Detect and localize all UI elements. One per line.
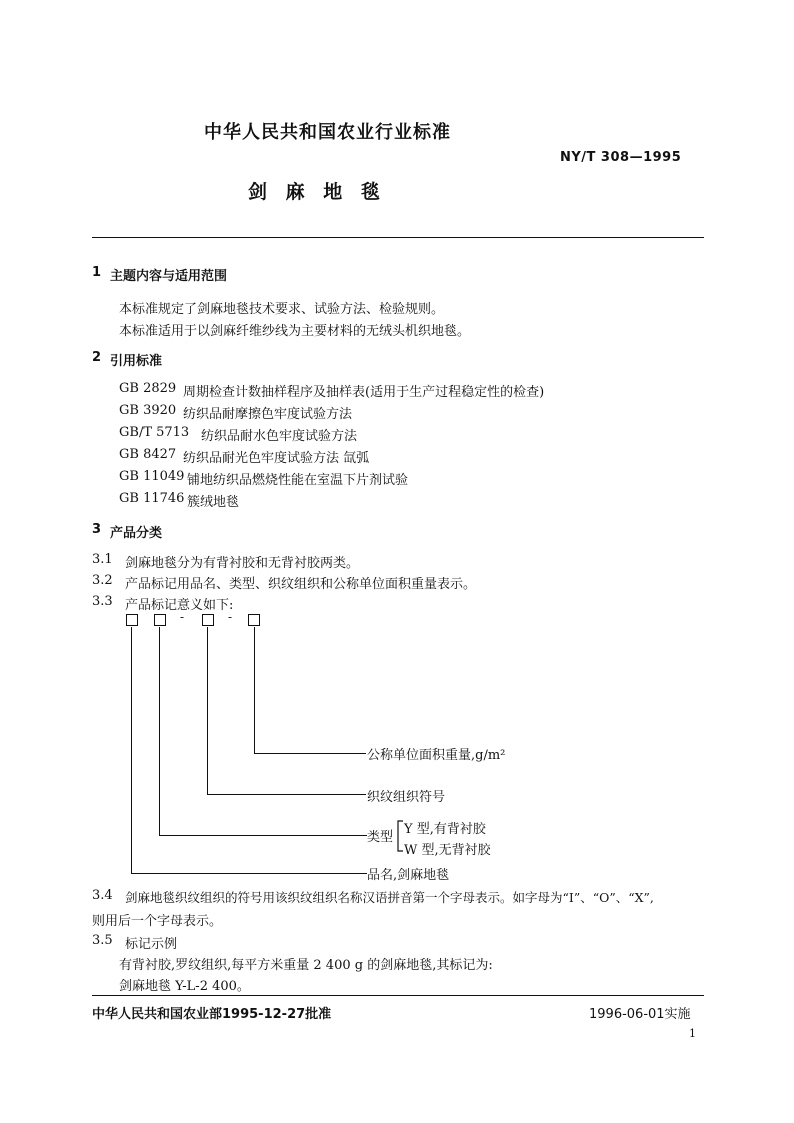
- section-1-title: 主题内容与适用范围: [110, 269, 228, 284]
- page-number: 1: [689, 1027, 696, 1040]
- ref-title: 周期检查计数抽样程序及抽样表(适用于生产过程稳定性的检查): [183, 385, 545, 400]
- approval-text: 中华人民共和国农业部1995-12-27批准: [92, 1007, 332, 1022]
- section-3-number: 3: [92, 522, 102, 537]
- ref-title: 铺地纺织品燃烧性能在室温下片剂试验: [187, 473, 409, 488]
- connector-line: [254, 753, 366, 754]
- clause-title: 标记示例: [125, 937, 178, 952]
- ref-code: GB/T 5713: [119, 425, 190, 440]
- document-title: 剑 麻 地 毯: [248, 181, 386, 203]
- ref-title: 纺织品耐水色牢度试验方法: [201, 429, 358, 444]
- label-type: 类型: [367, 830, 394, 845]
- ref-title: 簇绒地毯: [187, 495, 240, 510]
- issuer-title: 中华人民共和国农业行业标准: [204, 122, 451, 143]
- box-weight: [248, 614, 260, 626]
- type-y-label: Y 型,有背衬胶: [404, 822, 486, 837]
- clause-text: 产品标记用品名、类型、织纹组织和公称单位面积重量表示。: [125, 577, 477, 592]
- footer-rule: [92, 995, 704, 996]
- connector-line: [207, 794, 366, 795]
- type-w-label: W 型,无背衬胶: [404, 843, 491, 858]
- clause-number: 3.5: [92, 933, 113, 948]
- section-1-para: 本标准规定了剑麻地毯技术要求、试验方法、检验规则。: [119, 302, 445, 317]
- example-text: 有背衬胶,罗纹组织,每平方米重量 2 400 g 的剑麻地毯,其标记为:: [119, 958, 493, 973]
- connector-line: [159, 835, 367, 836]
- clause-number: 3.2: [92, 573, 113, 588]
- clause-continuation: 则用后一个字母表示。: [92, 914, 223, 929]
- clause-number: 3.3: [92, 594, 113, 609]
- clause-text: 剑麻地毯分为有背衬胶和无背衬胶两类。: [125, 556, 360, 571]
- type-bracket: [396, 820, 404, 852]
- connector-line: [254, 627, 255, 753]
- section-2-title: 引用标准: [110, 354, 163, 369]
- label-nominal-weight: 公称单位面积重量,g/m²: [367, 748, 506, 763]
- connector-line: [207, 627, 208, 794]
- clause-text: 产品标记意义如下:: [125, 598, 234, 613]
- section-1-number: 1: [92, 265, 102, 280]
- ref-code: GB 11746: [119, 491, 185, 506]
- connector-line: [159, 627, 160, 835]
- label-product-name: 品名,剑麻地毯: [367, 868, 450, 883]
- ref-code: GB 11049: [119, 469, 185, 484]
- section-2-number: 2: [92, 350, 102, 365]
- separator-dash: -: [228, 610, 233, 624]
- ref-code: GB 8427: [119, 447, 177, 462]
- clause-number: 3.4: [92, 888, 113, 903]
- connector-line: [131, 627, 132, 873]
- ref-title: 纺织品耐光色牢度试验方法 氙弧: [183, 451, 370, 466]
- clause-text: 剑麻地毯织纹组织的符号用该织纹组织名称汉语拼音第一个字母表示。如字母为“I”、“O”、“X”,: [125, 890, 654, 905]
- section-3-title: 产品分类: [110, 526, 163, 541]
- ref-title: 纺织品耐摩擦色牢度试验方法: [183, 407, 353, 422]
- section-1-para: 本标准适用于以剑麻纤维纱线为主要材料的无绒头机织地毯。: [119, 324, 471, 339]
- standard-code: NY/T 308—1995: [560, 150, 682, 165]
- separator-dash: -: [180, 610, 185, 624]
- connector-line: [131, 873, 367, 874]
- example-marking: 剑麻地毯 Y-L-2 400。: [119, 979, 250, 994]
- ref-code: GB 3920: [119, 403, 177, 418]
- clause-number: 3.1: [92, 552, 113, 567]
- effective-date: 1996-06-01实施: [589, 1007, 691, 1022]
- box-weave: [202, 614, 214, 626]
- label-weave-symbol: 织纹组织符号: [367, 790, 446, 805]
- header-rule: [92, 237, 704, 238]
- box-type: [154, 614, 166, 626]
- ref-code: GB 2829: [119, 381, 177, 396]
- box-product-name: [126, 614, 138, 626]
